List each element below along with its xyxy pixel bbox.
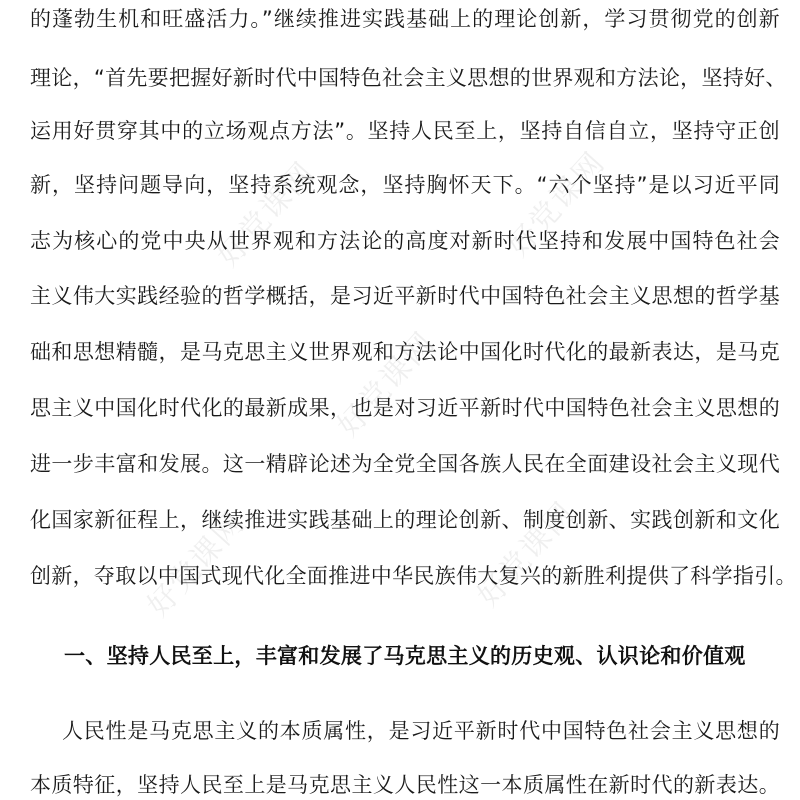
paragraph-line: 主义伟大实践经验的哲学概括，是习近平新时代中国特色社会主义思想的哲学基 (30, 284, 780, 308)
paragraph-line: 的蓬勃生机和旺盛活力。”继续推进实践基础上的理论创新，学习贯彻党的创新 (30, 7, 780, 31)
watermark: 好党课网 (500, 145, 613, 264)
paragraph-line: 人民性是马克思主义的本质属性，是习近平新时代中国特色社会主义思想的 (62, 719, 780, 743)
paragraph-line: 进一步丰富和发展。这一精辟论述为全党全国各族人民在全面建设社会主义现代 (30, 452, 780, 476)
paragraph-line: 化国家新征程上，继续推进实践基础上的理论创新、制度创新、实践创新和文化 (30, 508, 780, 532)
watermark: 好党课网 (210, 155, 323, 274)
paragraph-line: 础和思想精髓，是马克思主义世界观和方法论中国化时代化的最新表达，是马克 (30, 340, 780, 364)
paragraph-line: 本质特征，坚持人民至上是马克思主义人民性这一本质属性在新时代的新表达。 (30, 773, 780, 797)
watermark: 好党课网 (140, 505, 253, 624)
paragraph-line: 运用好贯穿其中的立场观点方法”。坚持人民至上，坚持自信自立，坚持守正创 (30, 119, 780, 143)
section-heading: 一、坚持人民至上，丰富和发展了马克思主义的历史观、认识论和价值观 (64, 644, 746, 668)
paragraph-line: 理论，“首先要把握好新时代中国特色社会主义思想的世界观和方法论，坚持好、 (30, 66, 787, 90)
watermark: 好党课网 (330, 325, 443, 444)
paragraph-line: 志为核心的党中央从世界观和方法论的高度对新时代坚持和发展中国特色社会 (30, 229, 780, 253)
watermark: 好党课网 (470, 495, 583, 614)
paragraph-line: 创新，夺取以中国式现代化全面推进中华民族伟大复兴的新胜利提供了科学指引。 (30, 564, 797, 588)
paragraph-line: 思主义中国化时代化的最新成果，也是对习近平新时代中国特色社会主义思想的 (30, 396, 780, 420)
paragraph-line: 新，坚持问题导向，坚持系统观念，坚持胸怀天下。“六个坚持”是以习近平同 (30, 173, 780, 197)
